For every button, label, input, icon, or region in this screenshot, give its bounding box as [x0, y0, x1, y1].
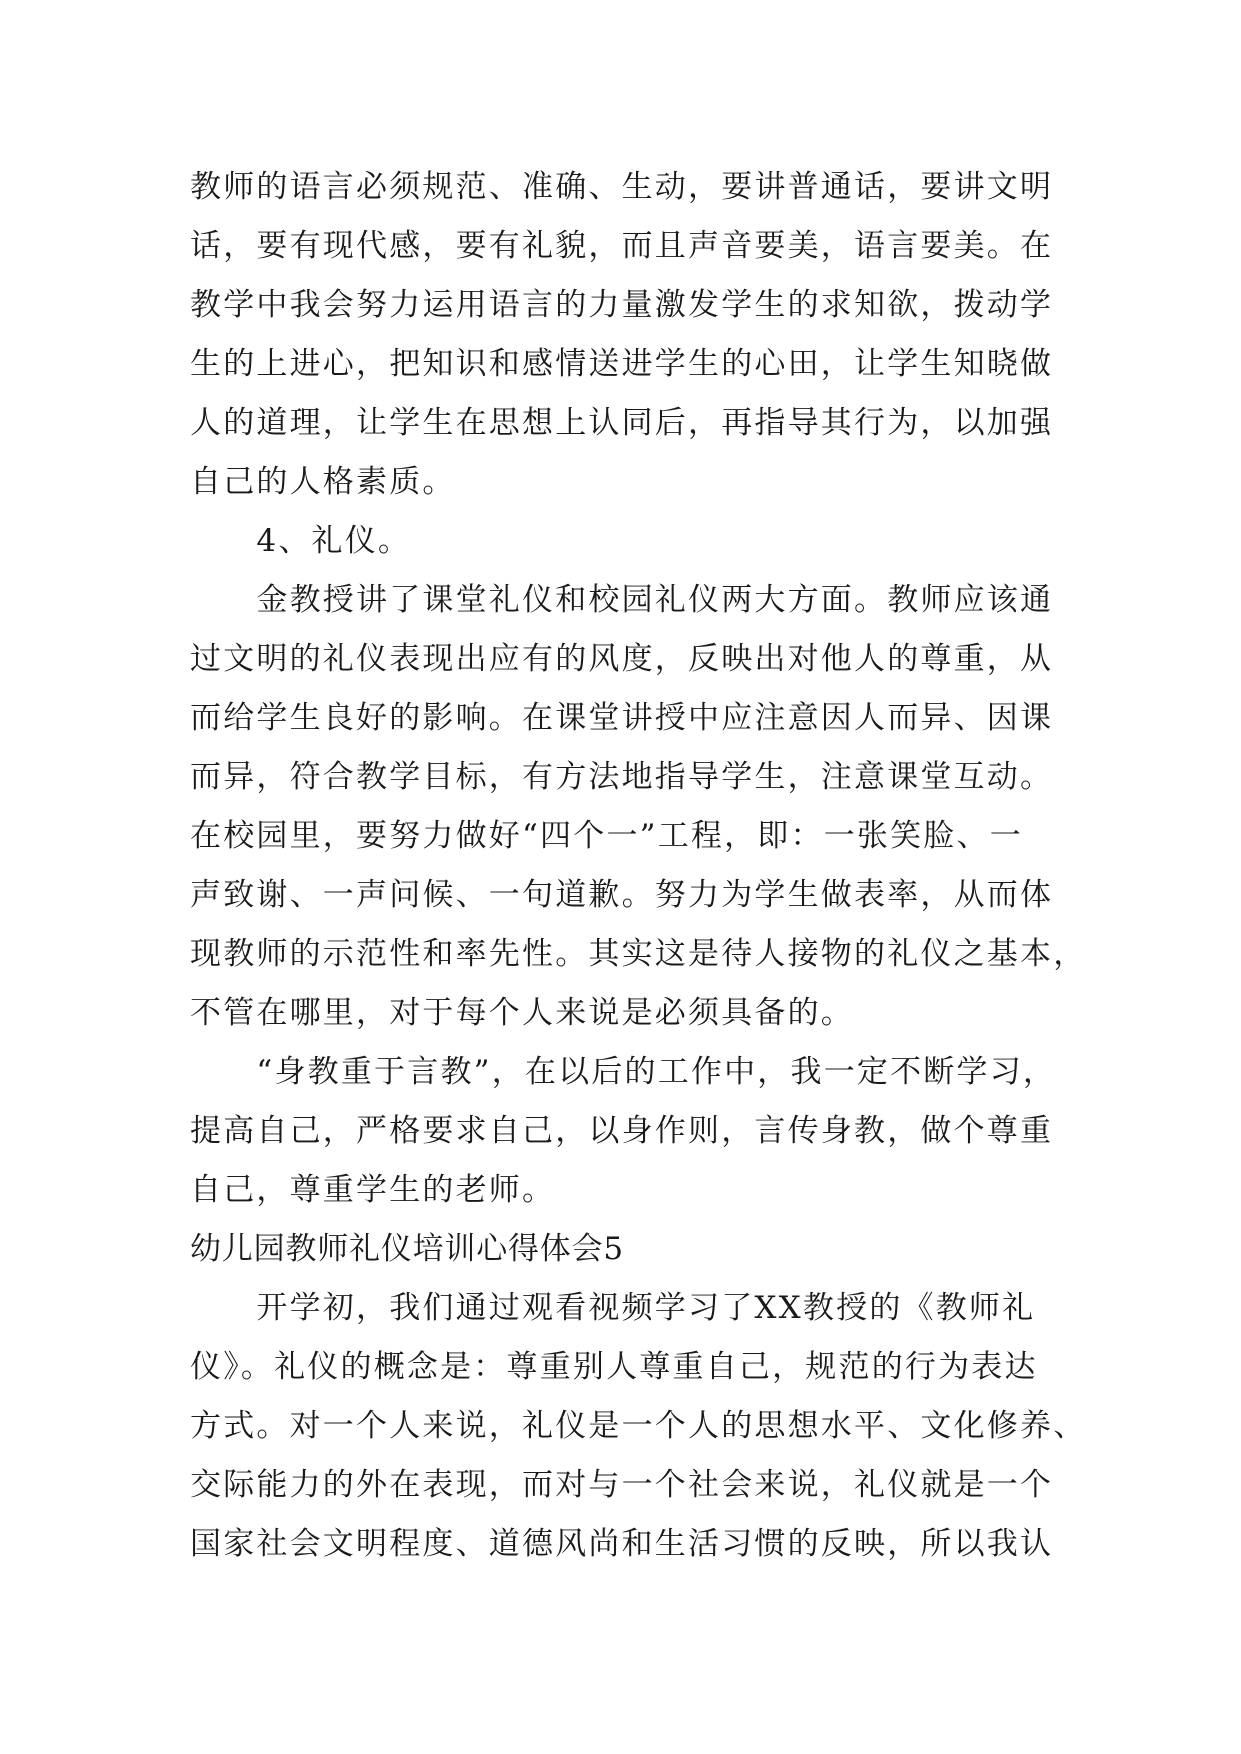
- section-item-heading: 4、礼仪。: [190, 523, 412, 559]
- text-line: 开学初，我们通过观看视频学习了XX教授的《教师礼: [190, 1290, 1036, 1326]
- text-line: 国家社会文明程度、道德风尚和生活习惯的反映，所以我认: [190, 1526, 1054, 1562]
- text-line: “身教重于言教”，在以后的工作中，我一定不断学习，: [190, 1054, 1057, 1090]
- text-line: 现教师的示范性和率先性。其实这是待人接物的礼仪之基本，: [190, 936, 1087, 972]
- text-line: 在校园里，要努力做好“四个一”工程，即：一张笑脸、一: [190, 818, 1023, 854]
- text-line: 交际能力的外在表现，而对与一个社会来说，礼仪就是一个: [190, 1467, 1054, 1503]
- text-line: 人的道理，让学生在思想上认同后，再指导其行为，以加强: [190, 405, 1054, 441]
- text-line: 自己的人格素质。: [190, 464, 456, 500]
- text-line: 过文明的礼仪表现出应有的风度，反映出对他人的尊重，从: [190, 641, 1054, 677]
- section-title: 幼儿园教师礼仪培训心得体会5: [190, 1231, 624, 1267]
- text-line: 而异，符合教学目标，有方法地指导学生，注意课堂互动。: [190, 759, 1054, 795]
- body-text: [190, 158, 1087, 1574]
- text-line: 生的上进心，把知识和感情送进学生的心田，让学生知晓做: [190, 346, 1054, 382]
- text-line: 教学中我会努力运用语言的力量激发学生的求知欲，拨动学: [190, 287, 1054, 323]
- text-line: 不管在哪里，对于每个人来说是必须具备的。: [190, 995, 854, 1031]
- text-line: 金教授讲了课堂礼仪和校园礼仪两大方面。教师应该通: [190, 582, 1054, 618]
- text-line: 自己，尊重学生的老师。: [190, 1172, 556, 1208]
- text-line: 教师的语言必须规范、准确、生动，要讲普通话，要讲文明: [190, 169, 1054, 205]
- text-line: 声致谢、一声问候、一句道歉。努力为学生做表率，从而体: [190, 877, 1054, 913]
- text-line: 方式。对一个人来说，礼仪是一个人的思想水平、文化修养、: [190, 1408, 1087, 1444]
- text-line: 而给学生良好的影响。在课堂讲授中应注意因人而异、因课: [190, 700, 1054, 736]
- text-line: 仪》。礼仪的概念是：尊重别人尊重自己，规范的行为表达: [190, 1349, 1038, 1385]
- text-line: 提高自己，严格要求自己，以身作则，言传身教，做个尊重: [190, 1113, 1054, 1149]
- text-line: 话，要有现代感，要有礼貌，而且声音要美，语言要美。在: [190, 228, 1054, 264]
